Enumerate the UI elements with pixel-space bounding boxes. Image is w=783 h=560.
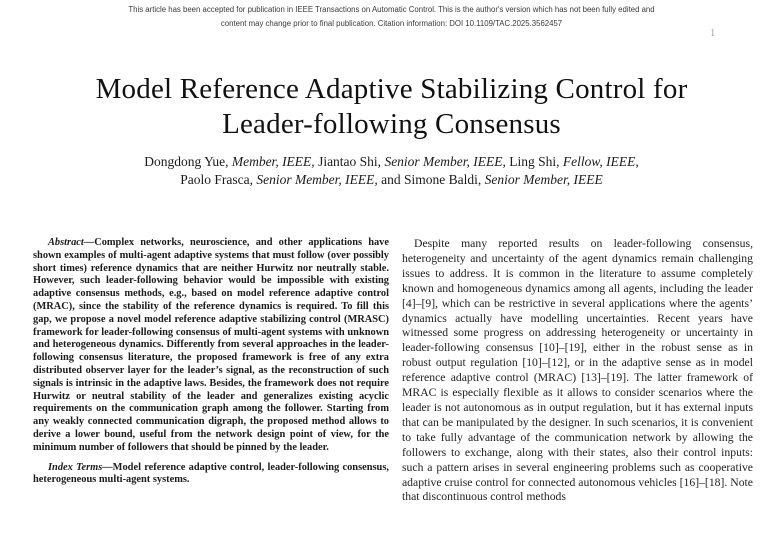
- author-membership: Member, IEEE,: [231, 154, 315, 169]
- abstract-paragraph: [33, 237, 389, 455]
- author-membership: Senior Member, IEEE,: [256, 171, 378, 187]
- paper-title: [0, 72, 783, 142]
- abstract-text: Complex networks, neuroscience, and other applications have shown examples of multi-agent adaptive systems that must follow (over possibly short times) reference dynamics that are neither Hurwitz nor neutrally stable. However, such leader-following behavior would be impossible with existing adaptive consensus methods, e.g., based on model reference adaptive control (MRAC), since the stability of the reference dynamics is required. To fill this gap, we propose a novel model reference adaptive stabilizing control (MRASC) framework for leader-following consensus of multi-agent systems with unknown and heterogeneous dynamics. Differently from several approaches in the leader-following consensus literature, the proposed framework is free of any extra distributed observer layer for the leader’s signal, as the reconstruction of such signals is intrinsic in the adaptive laws. Besides, the framework does not require Hurwitz or neutral stability of the leader and generalizes existing acyclic requirements on the communication graph among the follower. Starting from any weakly connected communication digraph, the proposed method allows to derive a lower bound, useful from the network design point of view, for the minimum number of followers that should be pinned by the leader.: [33, 237, 389, 453]
- paper-title-line-1: Model Reference Adaptive Stabilizing Control for: [95, 73, 688, 105]
- author-membership: Senior Member, IEEE,: [384, 154, 506, 169]
- author-line-2: [0, 171, 783, 189]
- acceptance-notice: [0, 0, 783, 31]
- right-column: [402, 237, 753, 505]
- author-line-1: [0, 153, 783, 171]
- author-membership: Fellow, IEEE,: [562, 154, 639, 169]
- author-name: and Simone Baldi,: [377, 171, 485, 187]
- notice-line-2: content may change prior to final publication. Citation information: DOI 10.1109/TAC.2025.3562457: [220, 19, 563, 28]
- intro-paragraph: Despite many reported results on leader-following consensus, heterogeneity and uncertainty of the agent dynamics remain challenging issues to address. It is common in the literature to assume completely known and homogeneous dynamics among all agents, including the leader [4]–[9], which can be restrictive in several applications where the agents’ dynamics actually have modelling uncertainties. Recent years have witnessed some progress on addressing heterogeneity or uncertainty in leader-following consensus [10]–[19], either in the robust sense as in robust output regulation [10]–[12], or in the adaptive sense as in model reference adaptive control (MRAC) [13]–[19]. The latter framework of MRAC is especially flexible as it allows to consider scenarios where the leader is not autonomous as in output regulation, but it has external inputs that can be manipulated by the designer. In such scenarios, it is convenient to take fully advantage of the communication network by allowing the followers to exchange, along with their states, also their control inputs: such a pattern arises in several engineering problems such as cooperative adaptive cruise control for connected autonomous vehicles [16]–[18]. Note that discontinuous control methods: [402, 237, 753, 504]
- index-terms-text: Model reference adaptive control, leader-following consensus, heterogeneous multi-agent systems.: [33, 461, 389, 486]
- abstract-label: Abstract—: [48, 237, 95, 248]
- index-terms-paragraph: [33, 462, 389, 488]
- notice-line-1: This article has been accepted for publication in IEEE Transactions on Automatic Control. This is the author's version which has not been fully edited and: [128, 5, 655, 14]
- two-column-body: [0, 237, 783, 505]
- page-number: 1: [710, 28, 716, 39]
- author-name: Paolo Frasca,: [180, 171, 257, 187]
- author-membership: Senior Member, IEEE: [484, 171, 603, 187]
- author-list: [0, 153, 783, 188]
- index-terms-label: Index Terms—: [48, 461, 113, 473]
- paper-title-line-2: Leader-following Consensus: [222, 108, 561, 140]
- author-name: Dongdong Yue,: [144, 154, 232, 169]
- author-name: Ling Shi,: [505, 154, 563, 169]
- left-column: [33, 237, 389, 505]
- author-name: Jiantao Shi,: [314, 154, 385, 169]
